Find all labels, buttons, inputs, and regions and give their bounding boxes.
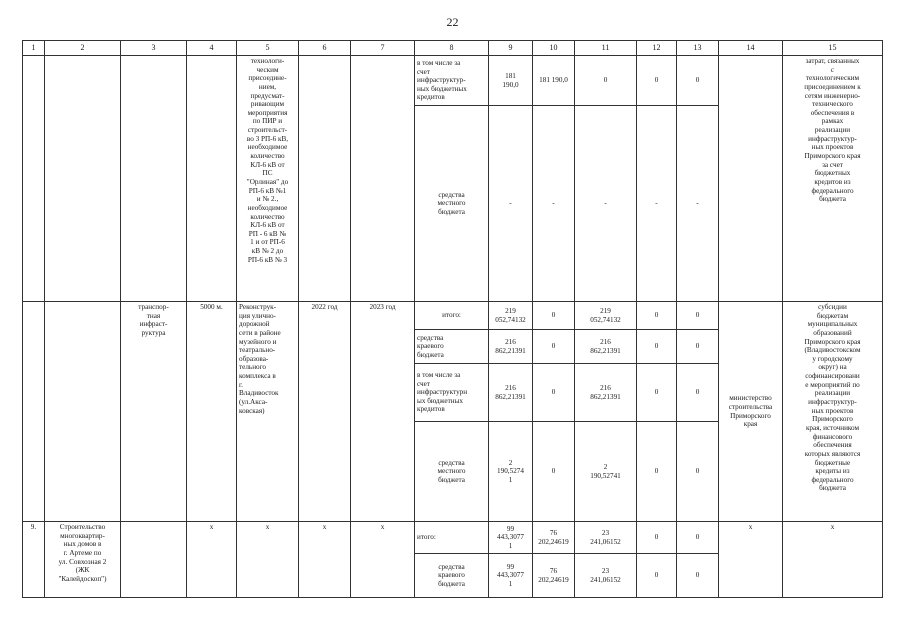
- header-cell: 8: [415, 41, 489, 56]
- value-cell: 0: [637, 522, 677, 554]
- header-cell: 9: [489, 41, 533, 56]
- funding-source-cell: средства краевого бюджета: [415, 330, 489, 364]
- value-cell: 0: [637, 554, 677, 598]
- value-cell: 76 202,24619: [533, 554, 575, 598]
- value-cell: 23 241,06152: [575, 522, 637, 554]
- category-cell: транспор- тная инфраст- руктура: [121, 302, 187, 522]
- table-row: [23, 302, 883, 330]
- header-cell: 10: [533, 41, 575, 56]
- value-cell: 216 862,21391: [489, 330, 533, 364]
- start-year-cell: 2022 год: [299, 302, 351, 522]
- funding-source-cell: средства местного бюджета: [415, 422, 489, 522]
- header-cell: 4: [187, 41, 237, 56]
- value-cell: 219 052,74132: [575, 302, 637, 330]
- header-cell: 6: [299, 41, 351, 56]
- responsible-executor-cell: министерство строительства Приморского края: [719, 302, 783, 522]
- header-cell: 7: [351, 41, 415, 56]
- value-cell: 0: [575, 56, 637, 106]
- capacity-cell: 5000 м.: [187, 302, 237, 522]
- value-cell: -: [533, 106, 575, 302]
- value-cell: -: [637, 106, 677, 302]
- value-cell: 0: [637, 302, 677, 330]
- table-row: [23, 56, 883, 106]
- responsible-executor-cell: x: [719, 522, 783, 598]
- header-cell: 14: [719, 41, 783, 56]
- table-row: [23, 522, 883, 554]
- capacity-cell: x: [187, 522, 237, 598]
- funding-source-cell: средства краевого бюджета: [415, 554, 489, 598]
- project-description-cell: технологи- ческим присоедине- нием, предусмат- ривающим мероприятия по ПИР и строительст- во 3 РП-6 кВ, необходимое количество КЛ-6 кВ от ПС "Орлиная" до РП-6 кВ №1 и № 2., необходимое количество КЛ-6 кВ от РП - 6 кВ № 1 и от РП-6 кВ № 2 до РП-6 кВ № 3: [237, 56, 299, 302]
- header-cell: 12: [637, 41, 677, 56]
- expense-purpose-cell: субсидии бюджетам муниципальных образований Приморского края (Владивостокском у городскому округ) на софинансировани е мероприятий по реализации инфраструктур- ных проектов Приморского края, источником финансового обеспечения которых являются бюджетные кредиты из федерального бюджета: [783, 302, 883, 522]
- page-number: 22: [446, 15, 459, 29]
- header-cell: 15: [783, 41, 883, 56]
- header-row: [23, 41, 883, 56]
- value-cell: 2 190,5274 1: [489, 422, 533, 522]
- header-cell: 13: [677, 41, 719, 56]
- value-cell: 0: [677, 522, 719, 554]
- project-description-cell: x: [237, 522, 299, 598]
- value-cell: 76 202,24619: [533, 522, 575, 554]
- object-name-cell: Строительство многоквартир- ных домов в г. Артеме по ул. Совхозная 2 (ЖК "Калейдоскоп"): [45, 522, 121, 598]
- value-cell: 0: [533, 422, 575, 522]
- value-cell: 99 443,3077 1: [489, 554, 533, 598]
- end-year-cell: x: [351, 522, 415, 598]
- value-cell: 0: [637, 422, 677, 522]
- funding-source-cell: итого:: [415, 302, 489, 330]
- value-cell: 0: [677, 56, 719, 106]
- value-cell: 0: [677, 330, 719, 364]
- funding-source-cell: итого:: [415, 522, 489, 554]
- funding-source-cell: в том числе за счет инфраструктурн ых бюджетных кредитов: [415, 364, 489, 422]
- value-cell: 0: [677, 302, 719, 330]
- expense-purpose-cell: x: [783, 522, 883, 598]
- header-cell: 11: [575, 41, 637, 56]
- value-cell: 216 862,21391: [489, 364, 533, 422]
- value-cell: 0: [677, 364, 719, 422]
- value-cell: 216 862,21391: [575, 364, 637, 422]
- value-cell: 181 190,0: [533, 56, 575, 106]
- funding-source-cell: в том числе за счет инфраструктур- ных бюджетных кредитов: [415, 56, 489, 106]
- header-cell: 3: [121, 41, 187, 56]
- end-year-cell: 2023 год: [351, 302, 415, 522]
- value-cell: 0: [637, 330, 677, 364]
- header-cell: 2: [45, 41, 121, 56]
- value-cell: -: [575, 106, 637, 302]
- value-cell: 0: [533, 330, 575, 364]
- value-cell: 0: [637, 56, 677, 106]
- project-description-cell: Реконструк- ция улично- дорожной сети в районе музейного и театрально- образова- тельного комплекса в г. Владивосток (ул.Акса- ковская): [237, 302, 299, 522]
- header-cell: 1: [23, 41, 45, 56]
- value-cell: -: [677, 106, 719, 302]
- value-cell: 0: [533, 302, 575, 330]
- value-cell: 0: [677, 554, 719, 598]
- program-table: [22, 40, 883, 598]
- value-cell: 181 190,0: [489, 56, 533, 106]
- value-cell: 99 443,3077 1: [489, 522, 533, 554]
- header-cell: 5: [237, 41, 299, 56]
- value-cell: 219 052,74132: [489, 302, 533, 330]
- item-number-cell: 9.: [23, 522, 45, 598]
- value-cell: 0: [677, 422, 719, 522]
- expense-purpose-cell: затрат, связанных с технологическим присоединением к сетям инженерно- технического обеспечения в рамках реализации инфраструктур- ных проектов Приморского края за счет бюджетных кредитов из федерального бюджета: [783, 56, 883, 302]
- value-cell: 216 862,21391: [575, 330, 637, 364]
- value-cell: 0: [533, 364, 575, 422]
- value-cell: 0: [637, 364, 677, 422]
- value-cell: -: [489, 106, 533, 302]
- start-year-cell: x: [299, 522, 351, 598]
- funding-source-cell: средства местного бюджета: [415, 106, 489, 302]
- value-cell: 23 241,06152: [575, 554, 637, 598]
- value-cell: 2 190,52741: [575, 422, 637, 522]
